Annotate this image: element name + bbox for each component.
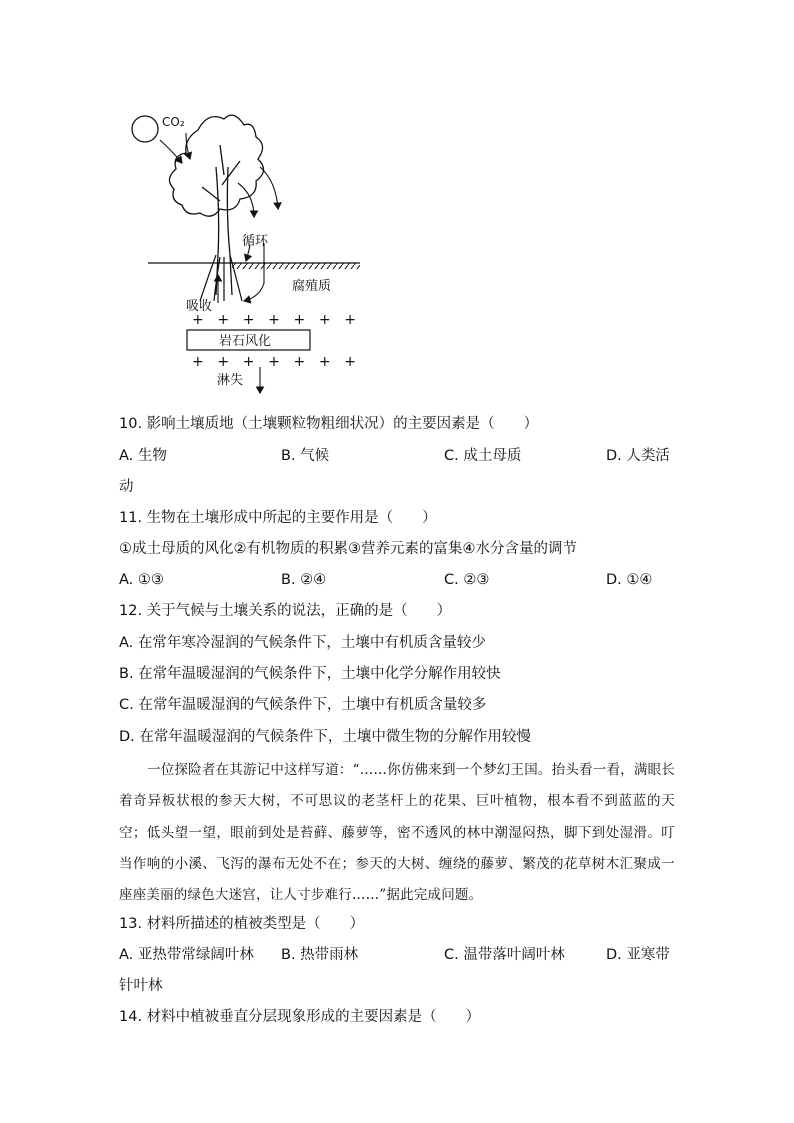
cycle-label: 循环 bbox=[242, 234, 269, 249]
q10-option-d: D. 人类活 bbox=[606, 448, 670, 464]
q13-option-a: A. 亚热带常绿阔叶林 bbox=[119, 947, 254, 963]
absorb-label: 吸收 bbox=[186, 299, 213, 314]
q10-option-a: A. 生物 bbox=[119, 448, 167, 464]
q13-option-d: D. 亚寒带 bbox=[606, 947, 670, 963]
tree-canopy bbox=[169, 115, 263, 216]
q13-option-d-continued: 针叶林 bbox=[119, 978, 163, 994]
q12-option-a: A. 在常年寒冷湿润的气候条件下，土壤中有机质含量较少 bbox=[119, 635, 486, 651]
plus-row-top: + + + + + + + bbox=[192, 312, 361, 328]
leaching-label: 淋失 bbox=[217, 373, 244, 388]
q10-option-c: C. 成土母质 bbox=[444, 448, 522, 464]
q13-option-b: B. 热带雨林 bbox=[281, 947, 359, 963]
co2-label: CO₂ bbox=[162, 115, 185, 129]
q12-option-b: B. 在常年温暖湿润的气候条件下，土壤中化学分解作用较快 bbox=[119, 666, 501, 682]
q12-option-c: C. 在常年温暖湿润的气候条件下，土壤中有机质含量较多 bbox=[119, 697, 487, 713]
plus-row-bottom: + + + + + + + bbox=[192, 354, 361, 370]
tree-roots bbox=[200, 255, 242, 301]
passage-text: 一位探险者在其游记中这样写道：“……你仿佛来到一个梦幻王国。抬头看一看，满眼长着奇异板状根的参天大树，不可思议的老茎杆上的花果、巨叶植物，根本看不到蓝蓝的天空；低头望一望，眼前到处是苔藓、藤萝等，密不透风的林中潮湿闷热，脚下到处湿滑。叮当作响的小溪、飞泻的瀑布无处不在；参天的大树、缠绕的藤萝、繁茂的花草树木汇聚成一座座美丽的绿色大迷宫，让人寸步难行……”据此完成问题。 bbox=[119, 762, 675, 904]
humus-label: 腐殖质 bbox=[292, 279, 332, 294]
q11-option-d: D. ①④ bbox=[606, 572, 653, 588]
q13-option-c: C. 温带落叶阔叶林 bbox=[444, 947, 565, 963]
q11-option-b: B. ②④ bbox=[281, 572, 327, 588]
q11-items: ①成土母质的风化②有机物质的积累③营养元素的富集④水分含量的调节 bbox=[119, 541, 577, 557]
q11-option-c: C. ②③ bbox=[444, 572, 490, 588]
question-12-stem: 12. 关于气候与土壤关系的说法，正确的是（ ） bbox=[119, 603, 452, 619]
question-14-stem: 14. 材料中植被垂直分层现象形成的主要因素是（ ） bbox=[119, 1009, 481, 1025]
q12-option-d: D. 在常年温暖湿润的气候条件下，土壤中微生物的分解作用较慢 bbox=[119, 729, 531, 745]
q11-option-a: A. ①③ bbox=[119, 572, 164, 588]
question-13-stem: 13. 材料所描述的植被类型是（ ） bbox=[119, 916, 365, 932]
q10-option-b: B. 气候 bbox=[281, 448, 330, 464]
sun-icon bbox=[132, 116, 158, 142]
question-10-stem: 10. 影响土壤质地（土壤颗粒物粗细状况）的主要因素是（ ） bbox=[119, 416, 539, 432]
question-11-stem: 11. 生物在土壤形成中所起的主要作用是（ ） bbox=[119, 510, 437, 526]
weathering-label: 岩石风化 bbox=[219, 334, 272, 349]
reading-passage bbox=[119, 755, 675, 911]
q10-option-d-continued: 动 bbox=[119, 479, 134, 495]
soil-formation-diagram bbox=[120, 105, 380, 400]
